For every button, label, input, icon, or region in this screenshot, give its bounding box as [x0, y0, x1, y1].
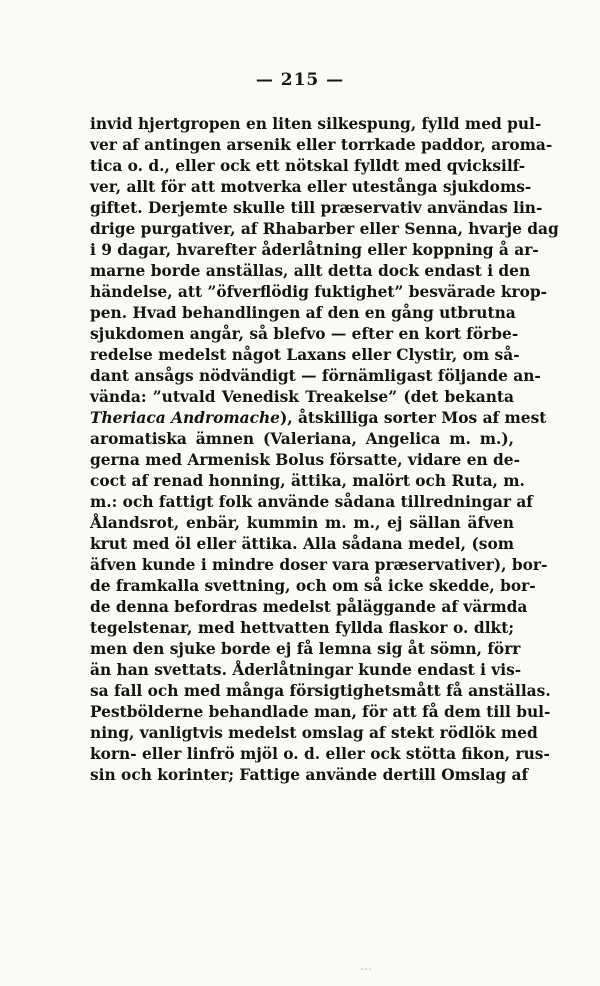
text-line: tica o. d., eller ock ett nötskal fylldt med qvicksilf- — [90, 157, 526, 175]
text-line: korn- eller linfrö mjöl o. d. eller ock stötta fikon, rus- — [90, 745, 550, 763]
text-line: ver af antingen arsenik eller torrkade paddor, aroma- — [90, 136, 553, 154]
text-line: ver, allt för att motverka eller utestånga sjukdoms- — [90, 178, 532, 196]
text-line: giftet. Derjemte skulle till præservativ användas lin- — [90, 199, 543, 217]
text-line: de denna befordras medelst påläggande af värmda — [90, 598, 528, 616]
text-line: Ålandsrot, enbär, kummin m. m., ej sällan äfven — [90, 514, 514, 532]
text-line: händelse, att ”öfverflödig fuktighet” besvärade krop- — [90, 283, 548, 301]
text-line: aromatiska ämnen (Valeriana, Angelica m. m.), — [90, 430, 514, 448]
text-line: sa fall och med många försigtighetsmått få anställas. — [90, 682, 551, 700]
text-line: coct af renad honning, ättika, malört och Ruta, m. — [90, 472, 525, 490]
text-line: ning, vanligtvis medelst omslag af stekt rödlök med — [90, 724, 538, 742]
text-line: Pestbölderne behandlade man, för att få dem till bul- — [90, 703, 551, 721]
text-line: men den sjuke borde ej få lemna sig åt sömn, förr — [90, 640, 521, 658]
text-line: Theriaca Andromache), åtskilliga sorter Mos af mest — [90, 409, 547, 427]
text-line: än han svettats. Åderlåtningar kunde endast i vis- — [90, 661, 522, 679]
text-line: äfven kunde i mindre doser vara præservativer), bor- — [90, 556, 548, 574]
text-line: m.: och fattigt folk använde sådana tillredningar af — [90, 493, 533, 511]
text-line: vända: ”utvald Venedisk Treakelse” (det bekanta — [90, 388, 514, 406]
text-line: de framkalla svettning, och om så icke skedde, bor- — [90, 577, 536, 595]
text-line: invid hjertgropen en liten silkespung, fylld med pul- — [90, 115, 542, 133]
text-line: marne borde anställas, allt detta dock endast i den — [90, 262, 531, 280]
text-line: gerna med Armenisk Bolus försatte, vidare en de- — [90, 451, 520, 469]
text-line: redelse medelst något Laxans eller Clystir, om så- — [90, 346, 520, 364]
text-line: sin och korinter; Fattige använde dertill Omslag af — [90, 766, 529, 784]
page-number: — 215 — — [255, 70, 345, 90]
text-line: i 9 dagar, hvarefter åderlåtning eller koppning å ar- — [90, 241, 539, 259]
text-line: sjukdomen angår, så blefvo — efter en kort förbe- — [90, 325, 519, 343]
italic-title: Theriaca Andromache — [90, 409, 280, 427]
text-line: drige purgativer, af Rhabarber eller Senna, hvarje dag — [90, 220, 559, 238]
text-line: tegelstenar, med hettvatten fyllda flaskor o. dlkt; — [90, 619, 514, 637]
body-text — [90, 114, 559, 786]
text-line: krut med öl eller ättika. Alla sådana medel, (som — [90, 535, 514, 553]
text-line: dant ansågs nödvändigt — förnämligast följande an- — [90, 367, 541, 385]
text-line: pen. Hvad behandlingen af den en gång utbrutna — [90, 304, 516, 322]
footer-mark: ⁃⁃⁃ — [360, 965, 372, 974]
